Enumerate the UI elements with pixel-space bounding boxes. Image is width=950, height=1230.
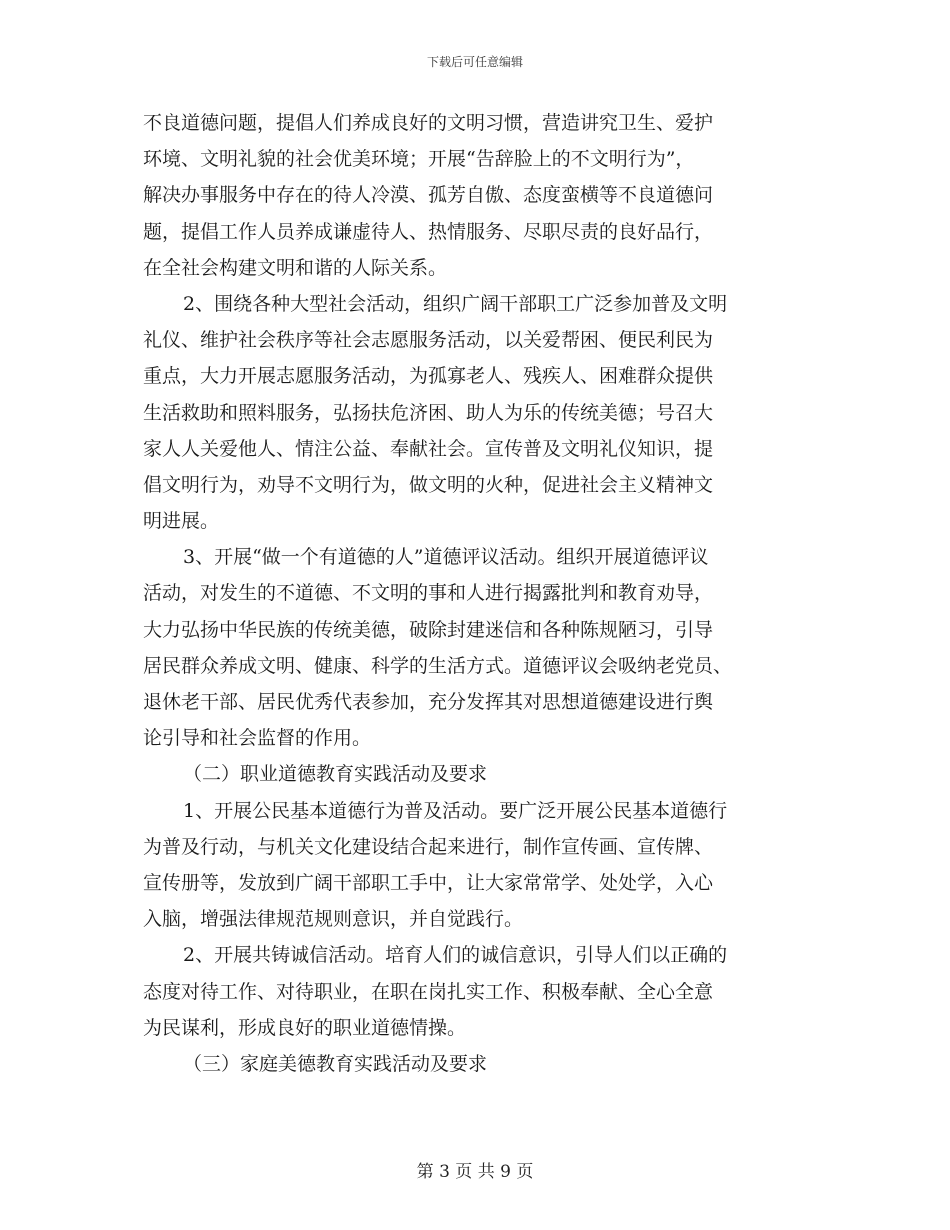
paragraph-start-line: 2、围绕各种大型社会活动，组织广阔干部职工广泛参加普及文明	[183, 292, 728, 315]
section-heading: （三）家庭美德教育实践活动及要求	[183, 1052, 488, 1075]
text-line: 家人人关爱他人、情注公益、奉献社会。宣传普及文明礼仪知识，提	[143, 437, 714, 460]
page-header-note: 下载后可任意编辑	[426, 55, 523, 69]
text-line: 环境、文明礼貌的社会优美环境；开展“告辞脸上的不文明行为”，	[143, 148, 695, 171]
text-line: 居民群众养成文明、健康、科学的生活方式。道德评议会吸纳老党员、	[143, 654, 733, 677]
text-line: 礼仪、维护社会秩序等社会志愿服务活动，以关爱帮困、便民利民为	[143, 329, 714, 352]
text-line: 解决办事服务中存在的待人冷漠、孤芳自傲、态度蛮横等不良道德问	[143, 184, 714, 207]
text-line: 在全社会构建文明和谐的人际关系。	[143, 256, 448, 279]
text-line: 退休老干部、居民优秀代表参加，充分发挥其对思想道德建设进行舆	[143, 691, 714, 713]
paragraph-start-line: 2、开展共铸诚信活动。培育人们的诚信意识，引导人们以正确的	[183, 944, 728, 967]
text-line: 活动，对发生的不道德、不文明的事和人进行揭露批判和教育劝导，	[143, 582, 714, 605]
text-line: 生活救助和照料服务，弘扬扶危济困、助人为乐的传统美德；号召大	[143, 401, 714, 424]
text-line: 态度对待工作、对待职业，在职在岗扎实工作、积极奉献、全心全意	[143, 980, 714, 1003]
text-line: 宣传册等，发放到广阔干部职工手中，让大家常常学、处处学，入心	[143, 871, 714, 894]
page-number: 第 3 页 共 9 页	[416, 1162, 534, 1182]
text-line: 为普及行动，与机关文化建设结合起来进行，制作宣传画、宣传牌、	[143, 835, 714, 858]
text-line: 明进展。	[143, 510, 220, 533]
text-line: 大力弘扬中华民族的传统美德，破除封建迷信和各种陈规陋习，引导	[143, 618, 714, 641]
paragraph-start-line: 3、开展“做一个有道德的人”道德评议活动。组织开展道德评议	[183, 546, 709, 569]
text-line: 重点，大力开展志愿服务活动，为孤寡老人、残疾人、困难群众提供	[143, 365, 714, 388]
text-line: 不良道德问题，提倡人们养成良好的文明习惯，营造讲究卫生、爱护	[143, 112, 714, 134]
text-line: 题，提倡工作人员养成谦虚待人、热情服务、尽职尽责的良好品行，	[143, 220, 714, 243]
section-heading: （二）职业道德教育实践活动及要求	[183, 763, 488, 786]
text-line: 倡文明行为，劝导不文明行为，做文明的火种，促进社会主义精神文	[143, 473, 714, 496]
text-line: 入脑，增强法律规范规则意识，并自觉践行。	[143, 908, 524, 931]
paragraph-start-line: 1、开展公民基本道德行为普及活动。要广泛开展公民基本道德行	[183, 799, 728, 822]
text-line: 论引导和社会监督的作用。	[143, 727, 372, 750]
document-body	[143, 105, 807, 1082]
text-line: 为民谋利，形成良好的职业道德情操。	[143, 1016, 467, 1039]
